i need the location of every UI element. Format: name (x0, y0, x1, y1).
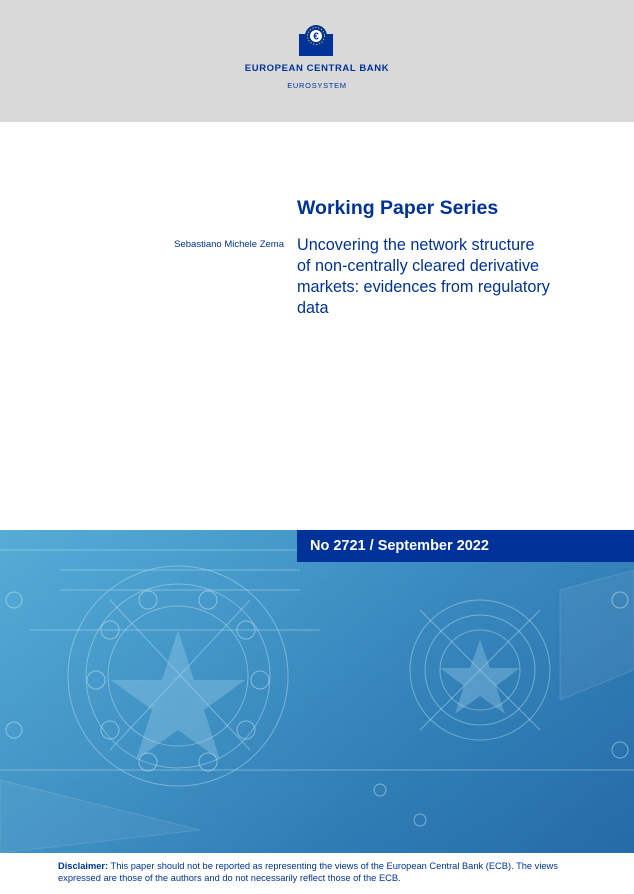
issue-number-date: No 2721 / September 2022 (310, 538, 489, 554)
disclaimer-text (58, 860, 598, 884)
bank-name: EUROPEAN CENTRAL BANK (244, 63, 390, 74)
paper-title-line: of non-centrally cleared derivative (297, 257, 540, 275)
issue-banner (297, 530, 634, 562)
header-band (0, 0, 634, 122)
eurosystem-label: EUROSYSTEM (287, 81, 347, 90)
series-title: Working Paper Series (297, 197, 499, 219)
author-name: Sebastiano Michele Zema (174, 239, 284, 250)
paper-title-line: markets: evidences from regulatory (297, 278, 550, 296)
paper-title-line: data (297, 299, 329, 317)
ecb-euro-logo-icon (298, 24, 334, 56)
disclaimer-label: Disclaimer: (58, 861, 109, 871)
paper-title (297, 235, 597, 319)
paper-title-line: Uncovering the network structure (297, 236, 535, 254)
disclaimer-body: This paper should not be reported as representing the views of the European Central Bank (ECB). The views expressed are those of the authors and do not necessarily reflect those of the ECB. (58, 861, 558, 883)
svg-text:€: € (313, 31, 319, 43)
euro-banknote-pattern-illustration (0, 530, 634, 853)
